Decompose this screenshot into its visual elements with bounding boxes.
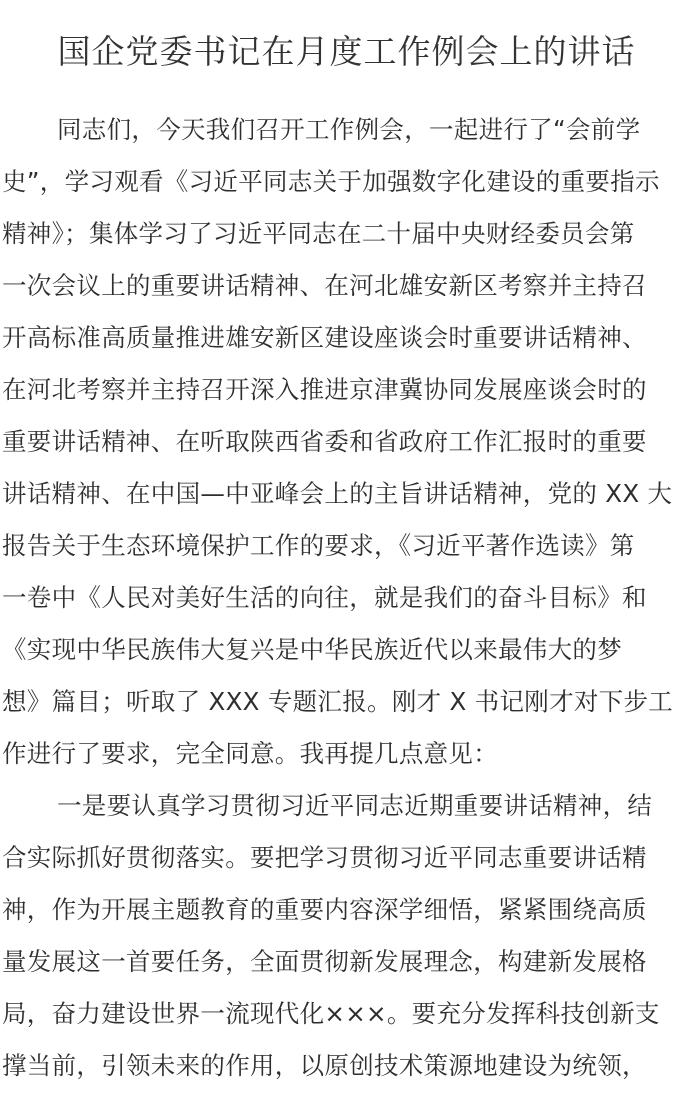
paragraph-2-line-4: 量发展这一首要任务，全面贯彻新发展理念，构建新发展格	[2, 947, 647, 976]
paragraph-1-line-6: 在河北考察并主持召开深入推进京津冀协同发展座谈会时的	[2, 375, 647, 404]
paragraph-2-line-6: 撑当前，引领未来的作用，以原创技术策源地建设为统领，	[2, 1051, 647, 1080]
paragraph-1-line-3: 精神》；集体学习了习近平同志在二十届中央财经委员会第	[2, 219, 635, 248]
paragraph-1-line-2: 史”，学习观看《习近平同志关于加强数字化建设的重要指示	[2, 167, 660, 196]
document-title: 国企党委书记在月度工作例会上的讲话	[57, 32, 636, 71]
paragraph-1-line-5: 开高标准高质量推进雄安新区建设座谈会时重要讲话精神、	[2, 323, 647, 352]
paragraph-1-line-11: 《实现中华民族伟大复兴是中华民族近代以来最伟大的梦	[2, 635, 622, 664]
paragraph-2-line-1: 一是要认真学习贯彻习近平同志近期重要讲话精神，结	[57, 791, 653, 820]
paragraph-1-line-7: 重要讲话精神、在听取陕西省委和省政府工作汇报时的重要	[2, 427, 647, 456]
paragraph-1-line-1: 同志们，今天我们召开工作例会，一起进行了“会前学	[57, 115, 641, 144]
paragraph-1-line-8: 讲话精神、在中国—中亚峰会上的主旨讲话精神，党的 XX 大	[2, 479, 673, 508]
paragraph-1-line-13: 作进行了要求，完全同意。我再提几点意见：	[2, 739, 498, 768]
paragraph-1-line-9: 报告关于生态环境保护工作的要求，《习近平著作选读》第	[2, 531, 635, 560]
paragraph-1-line-4: 一次会议上的重要讲话精神、在河北雄安新区考察并主持召	[2, 271, 647, 300]
paragraph-2-line-5: 局，奋力建设世界一流现代化×××。要充分发挥科技创新支	[2, 999, 660, 1028]
paragraph-1-line-12: 想》篇目；听取了 XXX 专题汇报。刚才 X 书记刚才对下步工	[2, 687, 674, 716]
paragraph-1-line-10: 一卷中《人民对美好生活的向往，就是我们的奋斗目标》和	[2, 583, 647, 612]
paragraph-2-line-2: 合实际抓好贯彻落实。要把学习贯彻习近平同志重要讲话精	[2, 843, 647, 872]
paragraph-2-line-3: 神，作为开展主题教育的重要内容深学细悟，紧紧围绕高质	[2, 895, 647, 924]
